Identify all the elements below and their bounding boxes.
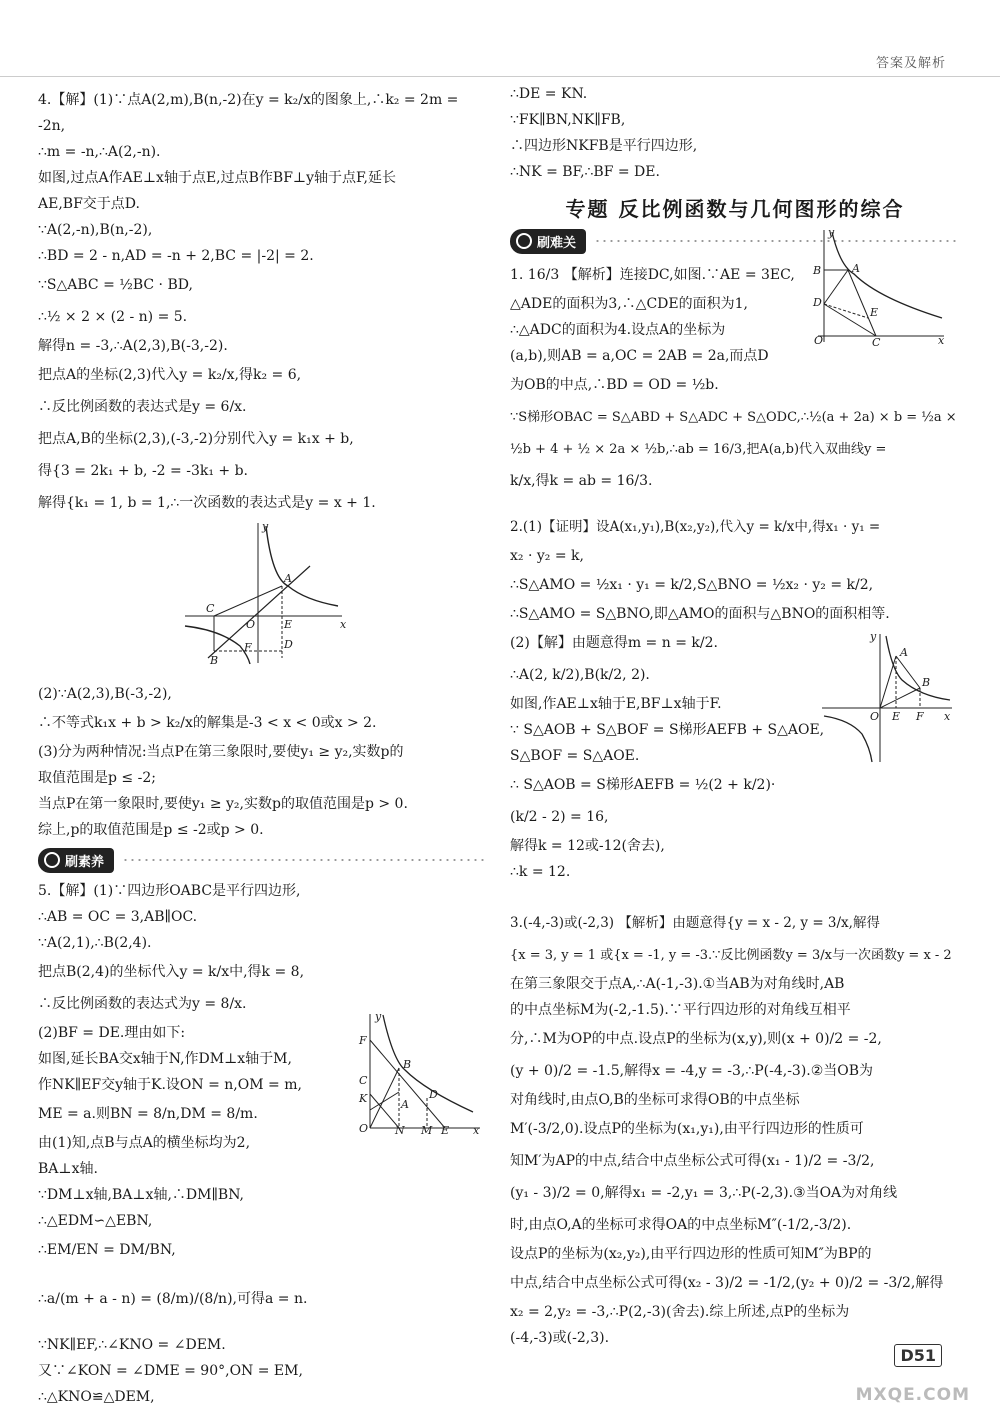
text-line: ∴AB = OC = 3,AB∥OC. <box>38 909 198 925</box>
label-k: K <box>359 1092 368 1105</box>
label-y: y <box>375 1010 382 1023</box>
text-line: ∴BD = 2 - n,AD = -n + 2,BC = |-2| = 2. <box>38 248 314 264</box>
text-line: BA⊥x轴. <box>38 1161 98 1177</box>
spacer <box>510 886 960 908</box>
r1-graph-figure <box>808 226 948 346</box>
text-line: 如图,延长BA交x轴于N,作DM⊥x轴于M, <box>38 1051 292 1067</box>
label-d: D <box>284 638 293 651</box>
text-line: 如图,过点A作AE⊥x轴于点E,过点B作BF⊥y轴于点F,延长 <box>38 170 396 186</box>
text-line: AE,BF交于点D. <box>38 196 140 212</box>
text-line: 解得k = 12或-12(舍去), <box>510 838 665 854</box>
text-line: ∴EM/EN = DM/BN, <box>38 1242 176 1258</box>
topic-title: 专题 反比例函数与几何图形的综合 <box>565 197 905 221</box>
text-line: ∴四边形NKFB是平行四边形, <box>510 138 698 154</box>
text-line: ∴△EDM∽△EBN, <box>38 1213 153 1229</box>
knot-icon <box>44 852 60 868</box>
text-line: 对角线时,由点O,B的坐标可求得OB的中点坐标 <box>510 1092 800 1108</box>
text-line: (3)分为两种情况:当点P在第三象限时,要使y₁ ≥ y₂,实数p的 <box>38 744 404 760</box>
text-line: 分,∴M为OP的中点.设点P的坐标为(x,y),则(x + 0)/2 = -2, <box>510 1031 882 1047</box>
text-line: ∴S△AMO = ½x₁ · y₁ = k/2,S△BNO = ½x₂ · y₂ = k/2, <box>510 577 874 593</box>
header-rule <box>0 76 1000 77</box>
text-line: ∴A(2, k/2),B(k/2, 2). <box>510 667 650 683</box>
label-o: O <box>870 710 880 723</box>
text-line: 的中点坐标M为(-2,-1.5).∵平行四边形的对角线互相平 <box>510 1002 851 1018</box>
label-f: F <box>244 641 252 654</box>
section-badge-shusuyang <box>38 847 486 873</box>
q5-solution-end <box>510 82 960 185</box>
text-line: ½b + 4 + ½ × 2a × ½b,∴ab = 16/3,把A(a,b)代入双曲线y = <box>510 442 887 457</box>
segment-da <box>824 270 848 304</box>
text-line: 如图,作AE⊥x轴于E,BF⊥x轴于F. <box>510 696 722 712</box>
text-line: k/x,得k = ab = 16/3. <box>510 473 653 489</box>
segment-de <box>824 304 868 318</box>
text-line: ∴a/(m + a - n) = (8/m)/(8/n),可得a = n. <box>38 1291 308 1307</box>
text-line: x₂ = 2,y₂ = -3,∴P(2,-3)(舍去).综上所述,点P的坐标为 <box>510 1304 850 1320</box>
segment-oa <box>880 656 896 708</box>
label-b: B <box>922 676 931 689</box>
hyperbola-q3 <box>824 716 872 762</box>
text-line: 当点P在第一象限时,要使y₁ ≥ y₂,实数p的取值范围是p > 0. <box>38 796 408 812</box>
text-line: 在第三象限交于点A,∴A(-1,-3).①当AB为对角线时,AB <box>510 976 845 992</box>
text-line: (a,b),则AB = a,OC = 2AB = 2a,而点D <box>510 348 769 364</box>
page-number: D51 <box>894 1344 942 1367</box>
line-fe <box>370 1040 445 1128</box>
text-line: ∴ S△AOB = S梯形AEFB = ½(2 + k/2)· <box>510 777 776 793</box>
text-line: ∵A(2,1),∴B(2,4). <box>38 935 152 951</box>
label-o: O <box>246 618 256 631</box>
hyperbola-q1 <box>266 526 338 606</box>
q5-solution <box>38 879 486 1410</box>
segment-ab <box>896 656 920 688</box>
label-c: C <box>206 602 215 615</box>
text-line: 解得{k₁ = 1, b = 1,∴一次函数的表达式是y = x + 1. <box>38 495 376 511</box>
badge-label: 刷难关 <box>537 235 577 251</box>
text-line: -2n, <box>38 118 66 134</box>
label-n: N <box>395 1124 405 1135</box>
text-line: 取值范围是p ≤ -2; <box>38 770 156 786</box>
label-x: x <box>340 618 347 631</box>
text-line: S△BOF = S△AOE. <box>510 748 640 764</box>
hyperbola <box>383 1015 473 1112</box>
label-x: x <box>944 710 951 723</box>
text-line: 得{3 = 2k₁ + b, -2 = -3k₁ + b. <box>38 463 248 479</box>
text-line: (2)∵A(2,3),B(-3,-2), <box>38 686 172 702</box>
text-line: (y + 0)/2 = -1.5,解得x = -4,y = -3,∴P(-4,-3).②当OB为 <box>510 1063 874 1079</box>
text-line: 由(1)知,点B与点A的横坐标均为2, <box>38 1135 251 1151</box>
text-line: ∵DM⊥x轴,BA⊥x轴,∴DM∥BN, <box>38 1187 245 1203</box>
text-line: ∴反比例函数的表达式为y = 8/x. <box>38 996 247 1012</box>
text-line: (y₁ - 3)/2 = 0,解得x₁ = -2,y₁ = 3,∴P(-2,3).③当OA为对角线 <box>510 1185 898 1201</box>
label-c: C <box>872 336 881 346</box>
label-m: M <box>421 1124 433 1135</box>
label-d: D <box>429 1088 438 1101</box>
label-d: D <box>813 296 822 309</box>
label-y: y <box>262 520 269 533</box>
label-f: F <box>916 710 924 723</box>
text-line: x₂ · y₂ = k, <box>510 548 584 564</box>
text-line: ∴k = 12. <box>510 864 571 880</box>
badge-pill <box>510 229 586 254</box>
text-line: 作NK∥EF交y轴于K.设ON = n,OM = m, <box>38 1077 302 1093</box>
text-line: ∵NK∥EF,∴∠KNO = ∠DEM. <box>38 1337 226 1353</box>
label-a: A <box>852 262 860 275</box>
text-line: 把点B(2,4)的坐标代入y = k/x中,得k = 8, <box>38 964 305 980</box>
label-b: B <box>403 1058 412 1071</box>
label-e: E <box>284 618 293 631</box>
text-line: 2.(1)【证明】设A(x₁,y₁),B(x₂,y₂),代入y = k/x中,得x₁ · y₁ = <box>510 519 881 535</box>
text-line: ∵A(2,-n),B(n,-2), <box>38 222 153 238</box>
text-line: ∴△ADC的面积为4.设点A的坐标为 <box>510 322 726 338</box>
label-o: O <box>814 334 824 346</box>
text-line: {x = 3, y = 1 或{x = -1, y = -3.∵反比例函数y = 3/x与一次函数y = x - 2 <box>510 948 952 963</box>
segment-ca <box>370 1092 399 1110</box>
spacer <box>510 498 960 512</box>
text-line: ∴½ × 2 × (2 - n) = 5. <box>38 309 188 325</box>
label-f: F <box>359 1034 367 1047</box>
label-b: B <box>813 264 822 277</box>
text-line: ∵S梯形OBAC = S△ABD + S△ADC + S△ODC,∴½(a + 2a) × b = ½a × <box>510 410 957 425</box>
text-line: (2)BF = DE.理由如下: <box>38 1025 186 1041</box>
segment-ac <box>848 270 879 336</box>
text-line: ∴DE = KN. <box>510 86 588 102</box>
label-o: O <box>359 1122 369 1135</box>
text-line: 1. 16/3 【解析】连接DC,如图.∵AE = 3EC, <box>510 267 795 283</box>
label-e: E <box>892 710 901 723</box>
text-line: ∴S△AMO = S△BNO,即△AMO的面积与△BNO的面积相等. <box>510 606 890 622</box>
hyperbola <box>832 232 942 318</box>
label-e: E <box>870 306 879 319</box>
badge-label: 刷素养 <box>65 854 105 870</box>
text-line: 为OB的中点,∴BD = OD = ½b. <box>510 377 719 393</box>
text-line: 时,由点O,A的坐标可求得OA的中点坐标M″(-1/2,-3/2). <box>510 1217 852 1233</box>
text-line: 把点A,B的坐标(2,3),(-3,-2)分别代入y = k₁x + b, <box>38 431 354 447</box>
label-a: A <box>900 646 908 659</box>
label-y: y <box>870 630 877 643</box>
text-line: ∴△KNO≌△DEM, <box>38 1389 155 1405</box>
q4-graph-figure <box>180 518 350 668</box>
segment-ob <box>880 688 920 708</box>
label-a: A <box>401 1098 409 1111</box>
label-e: E <box>441 1124 450 1135</box>
label-a: A <box>284 572 292 585</box>
text-line: 把点A的坐标(2,3)代入y = k₂/x,得k₂ = 6, <box>38 367 302 383</box>
text-line: ∵FK∥BN,NK∥FB, <box>510 112 626 128</box>
page-header: 答案及解析 <box>875 56 946 71</box>
segment-dc <box>824 304 879 336</box>
q5-graph-figure <box>355 1010 485 1135</box>
text-line: (-4,-3)或(-2,3). <box>510 1330 610 1346</box>
label-b: B <box>210 654 219 667</box>
text-line: M′(-3/2,0).设点P的坐标为(x₁,y₁),由平行四边形的性质可 <box>510 1121 864 1137</box>
badge-pill <box>38 848 114 873</box>
text-line: 设点P的坐标为(x₂,y₂),由平行四边形的性质可知M″为BP的 <box>510 1246 872 1262</box>
q4-solution <box>38 88 486 519</box>
knot-icon <box>516 233 532 249</box>
text-line: △ADE的面积为3,∴△CDE的面积为1, <box>510 296 748 312</box>
text-line: ∴不等式k₁x + b > k₂/x的解集是-3 < x < 0或x > 2. <box>38 715 377 731</box>
r2-graph-figure <box>820 630 955 765</box>
dotted-rule <box>122 859 486 861</box>
text-line: ∵S△ABC = ½BC · BD, <box>38 277 193 293</box>
text-line: 知M′为AP的中点,结合中点坐标公式可得(x₁ - 1)/2 = -3/2, <box>510 1153 875 1169</box>
left-column <box>38 88 486 1411</box>
text-line: ME = a.则BN = 8/n,DM = 8/m. <box>38 1106 258 1122</box>
label-y: y <box>828 226 835 239</box>
label-x: x <box>473 1124 480 1135</box>
text-line: 中点,结合中点坐标公式可得(x₂ - 3)/2 = -1/2,(y₂ + 0)/2 = -3/2,解得 <box>510 1275 944 1291</box>
watermark-url: MXQE.COM <box>855 1385 970 1405</box>
label-x: x <box>938 334 945 346</box>
text-line: 解得n = -3,∴A(2,3),B(-3,-2). <box>38 338 228 354</box>
text-line: ∴m = -n,∴A(2,-n). <box>38 144 161 160</box>
text-line: 综上,p的取值范围是p ≤ -2或p > 0. <box>38 822 264 838</box>
text-line: ∴NK = BF,∴BF = DE. <box>510 164 660 180</box>
text-line: (k/2 - 2) = 16, <box>510 809 609 825</box>
text-line: 5.【解】(1)∵四边形OABC是平行四边形, <box>38 883 301 899</box>
label-c: C <box>359 1074 368 1087</box>
text-line: ∵ S△AOB + S△BOF = S梯形AEFB + S△AOE, <box>510 722 825 738</box>
text-line: (2)【解】由题意得m = n = k/2. <box>510 635 718 651</box>
segment-ob <box>370 1068 399 1128</box>
text-line: ∴反比例函数的表达式是y = 6/x. <box>38 399 247 415</box>
text-line: 4.【解】(1)∵点A(2,m),B(n,-2)在y = k₂/x的图象上,∴k₂ = 2m = <box>38 92 459 108</box>
q4-solution-continued <box>38 682 486 843</box>
text-line: 又∵∠KON = ∠DME = 90°,ON = EM, <box>38 1363 303 1379</box>
r3-solution <box>510 908 960 1351</box>
text-line: 3.(-4,-3)或(-2,3) 【解析】由题意得{y = x - 2, y = 3/x,解得 <box>510 915 880 931</box>
